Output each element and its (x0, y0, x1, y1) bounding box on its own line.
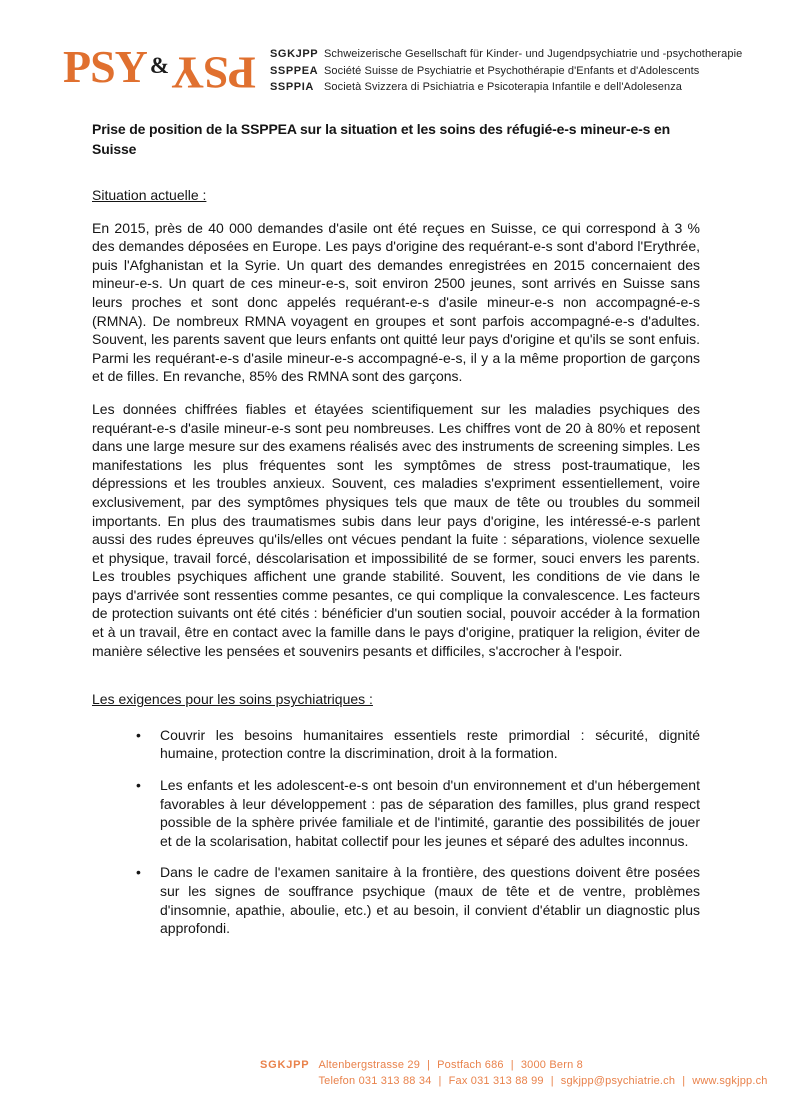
bullet-icon: • (136, 864, 141, 881)
section-heading-exigences: Les exigences pour les soins psychiatriques : (92, 691, 373, 708)
logo-psy-mirrored: PSY (172, 47, 256, 99)
bullet-text: Dans le cadre de l'examen sanitaire à la frontière, des questions doivent être posées sur les signes de souffrance psychique (maux de tête et de ventre, problèmes d'insomnie, apathie, aboulie, etc.) et au besoin, il convient d'établir un diagnostic plus approfondi. (160, 864, 700, 937)
document-title: Prise de position de la SSPPEA sur la situation et les soins des réfugié-e-s mineur-e-s en Suisse (92, 121, 671, 157)
footer-street: Altenbergstrasse 29 (318, 1059, 421, 1071)
footer-separator: | (682, 1074, 686, 1087)
paragraph-situation-1: En 2015, près de 40 000 demandes d'asile ont été reçues en Suisse, ce qui correspond à 3 % des demandes déposées en Europe. Les pays d'origine des requérant-e-s sont d'abord l'Erythrée, puis l'Afghanistan et la Syrie. Un quart des demandes enregistrées en 2015 concernaient des mineur-e-s. Un quart de ces mineur-e-s, soit environ 2500 jeunes, sont arrivés en Suisse sans leurs proches et sont donc appelés requérant-e-s d'asile mineur-e-s non accompagné-e-s (RMNA). De nombreux RMNA voyagent en groupes et sont parfois accompagné-e-s d'adultes. Souvent, les parents savent que leurs enfants ont quitté leur pays d'origine et qu'ils se sont enfuis. Parmi les requérant-e-s d'asile mineur-e-s accompagné-e-s, il y a la même proportion de garçons et de filles. En revanche, 85% des RMNA sont des garçons. (92, 219, 700, 385)
org-acronym: SSPPEA (269, 64, 319, 77)
footer-phone: Telefon 031 313 88 34 (318, 1074, 432, 1087)
org-name: Società Svizzera di Psichiatria e Psicoterapia Infantile e dell'Adolesenza (323, 81, 683, 93)
page-footer (260, 1058, 768, 1089)
footer-acronym: SGKJPP (260, 1059, 310, 1071)
section-heading-situation: Situation actuelle : (92, 187, 207, 203)
org-acronym: SGKJPP (269, 48, 319, 60)
footer-city: 3000 Bern 8 (520, 1059, 583, 1071)
footer-fax: Fax 031 313 88 99 (448, 1074, 544, 1087)
logo-psy-left: PSY (63, 41, 147, 92)
bullet-icon: • (136, 726, 141, 743)
logo-ampersand-icon: & (149, 53, 170, 78)
bullet-text: Les enfants et les adolescent-e-s ont besoin d'un environnement et d'un hébergement favorables à leur développement : pas de séparation des familles, plus grand respect possible de la sphère privée familiale et de l'intimité, garantie des possibilités de jouer et de la scolarisation, habitat collectif pour les jeunes et séparé des adultes inconnus. (160, 777, 700, 849)
org-name: Schweizerische Gesellschaft für Kinder- und Jugendpsychiatrie und -psychotherapie (323, 48, 743, 60)
organization-list (270, 38, 742, 96)
org-row-sgkjpp (270, 46, 742, 63)
footer-separator: | (438, 1074, 442, 1087)
footer-contact-row (318, 1074, 767, 1090)
footer-address-row (318, 1058, 767, 1074)
footer-separator: | (427, 1059, 431, 1071)
footer-separator: | (510, 1059, 514, 1071)
footer-email-link[interactable]: sgkjpp@psychiatrie.ch (560, 1074, 676, 1087)
bullet-item (92, 726, 700, 763)
bullet-list (92, 726, 700, 938)
page-header (63, 38, 743, 99)
footer-separator: | (550, 1074, 554, 1087)
psy-and-psy-logo (63, 38, 256, 99)
footer-lines (318, 1058, 767, 1089)
document-body (92, 120, 700, 951)
paragraph-situation-2: Les données chiffrées fiables et étayées scientifiquement sur les maladies psychiques des requérant-e-s d'asile mineur-e-s sont peu nombreuses. Les chiffres vont de 20 à 80% et reposent dans une large mesure sur des examens réalisés avec des instruments de screening simples. Les manifestations les plus fréquentes sont les symptômes de stress post-traumatique, les dépressions et les troubles anxieux. Souvent, ces maladies s'expriment essentiellement, voire exclusivement, par des symptômes physiques tels que maux de tête ou troubles du sommeil importants. En plus des traumatismes subis dans leur pays d'origine, les intéressé-e-s parlent aussi des rudes épreuves qu'ils/elles ont vécues pendant la fuite : séparations, violence sexuelle et physique, travail forcé, déscolarisation et impossibilité de se former, souci envers les parents. Les troubles psychiques affichent une grande stabilité. Souvent, les conditions de vie dans le pays d'arrivée sont ressenties comme pesantes, ce qui complique la convalescence. Les facteurs de protection suivants ont été cités : bénéficier d'un soutien social, pouvoir accéder à la formation et à un travail, être en contact avec la famille dans le pays d'origine, pratiquer la religion, éviter de manière sélective les pensées et souvenirs pesants et difficiles, s'accrocher à l'espoir. (92, 400, 700, 659)
org-acronym: SSPPIA (269, 81, 314, 93)
bullet-item (92, 776, 700, 850)
org-row-ssppea (270, 63, 742, 80)
bullet-item (92, 863, 700, 937)
bullet-text: Couvrir les besoins humanitaires essentiels reste primordial : sécurité, dignité humaine, protection contre la discrimination, droit à la formation. (160, 726, 700, 762)
org-row-ssppia (270, 79, 742, 96)
bullet-icon: • (136, 777, 141, 794)
footer-postbox: Postfach 686 (437, 1059, 504, 1071)
org-name: Société Suisse de Psychiatrie et Psychothérapie d'Enfants et d'Adolescents (323, 64, 700, 77)
footer-website-link[interactable]: www.sgkjpp.ch (692, 1074, 768, 1087)
